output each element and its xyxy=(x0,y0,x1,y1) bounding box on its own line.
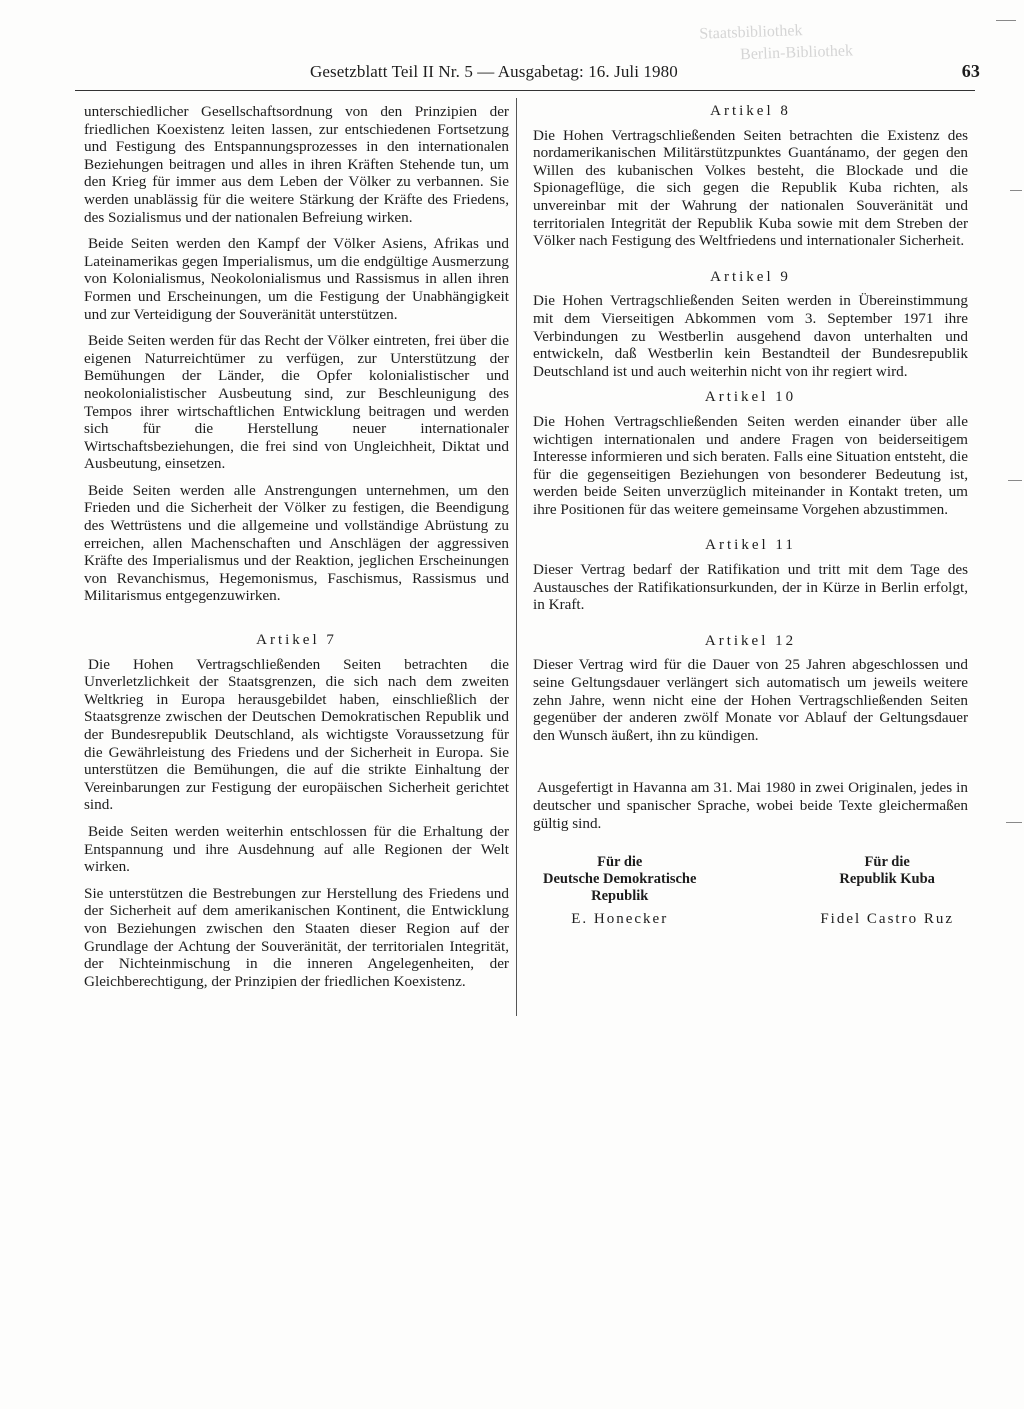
stamp-line-1: Staatsbibliothek xyxy=(699,22,803,43)
running-title: Gesetzblatt Teil II Nr. 5 — Ausgabetag: 16. Juli 1980 xyxy=(310,62,678,81)
spacer xyxy=(533,259,968,269)
signature-ddr xyxy=(543,854,696,928)
signature-line: Für die xyxy=(597,854,643,871)
scan-mark xyxy=(996,20,1016,21)
spacer xyxy=(820,888,954,905)
page-number: 63 xyxy=(961,61,980,81)
paragraph: Die Hohen Vertragschließenden Seiten betrachten die Existenz des nordamerikanischen Militärstützpunktes Guantánamo, der gegen den Willen des kubanischen Volkes besteht, die Blockade und die Spionageflüge, die sich gegen die Republik Kuba richten, als unvereinbar mit der Wahrung der nationalen Souveränität und territorialen Integrität der Republik Kuba sowie mit dem Streben der Völker nach Festigung des Weltfriedens und internationaler Sicherheit. xyxy=(533,126,968,250)
signature-line: Deutsche Demokratische xyxy=(543,871,697,888)
article-9-heading: Artikel 9 xyxy=(710,268,791,285)
paragraph: Beide Seiten werden alle Anstrengungen unternehmen, um den Frieden und die Sicherheit der Völker zu festigen, die Beendigung des Wettrüstens und die allgemeine und vollständige Abrüstung zu erreichen, allen Machenschaften und Anschlägen der aggressiven Kräfte des Imperialismus und der Reaktion, jeglichen Erscheinungen von Revanchismus, Hegemonismus, Faschismus, Rassismus und Militarismus entgegenzuwirken. xyxy=(84,481,509,605)
column-divider xyxy=(516,98,517,1016)
paragraph: Die Hohen Vertragschließenden Seiten werden in Übereinstimmung mit dem Vierseitigen Abkommen vom 3. September 1971 ihre Verbindungen zu Westberlin ausgehend davon unterhalten und entwickeln, daß Westberlin kein Bestandteil der Bundesrepublik Deutschland ist und auch weiterhin nicht von ihr regiert wird. xyxy=(533,292,968,380)
article-10-heading: Artikel 10 xyxy=(704,389,797,406)
signatory-name: E. Honecker xyxy=(571,911,669,928)
signature-line: Für die xyxy=(864,854,910,871)
header-rule xyxy=(75,90,975,91)
article-7-heading: Artikel 7 xyxy=(256,632,337,649)
paragraph: unterschiedlicher Gesellschaftsordnung von den Prinzipien der friedlichen Koexistenz leiten lassen, zur entschiedenen Fortsetzung und Festigung des Entspannungsprozesses in den internationalen Beziehungen beitragen und alles in ihren Kräften Stehende tun, um den Krieg für immer aus dem Leben der Völker zu verbannen. Sie werden unablässig für die weitere Stärkung der Kräfte des Friedens, des Sozialismus und der nationalen Befreiung wirken. xyxy=(84,103,509,226)
article-12-heading: Artikel 12 xyxy=(704,632,797,649)
paragraph: Die Hohen Vertragschließenden Seiten betrachten die Unverletzlichkeit der Staatsgrenzen, die sich nach dem zweiten Weltkrieg in Europa herausgebildet haben, einschließlich der Staatsgrenze zwischen der Deutschen Demokratischen Republik und der Bundesrepublik Deutschland, als wichtigste Voraussetzung für die Gewährleistung des Friedens und der Sicherheit in Europa. Sie unterstützen die Bemühungen, die auf die strikte Einhaltung der Vereinbarungen zur Festigung der europäischen Sicherheit gerichtet sind. xyxy=(84,655,509,814)
signature-line: Republik Kuba xyxy=(839,871,935,888)
spacer xyxy=(533,753,968,779)
stamp-line-2: Berlin-Bibliothek xyxy=(739,42,854,64)
signature-block xyxy=(533,854,968,928)
scan-mark xyxy=(1010,190,1022,191)
spacer xyxy=(533,623,968,633)
page-header xyxy=(310,62,980,86)
paragraph: Beide Seiten werden den Kampf der Völker Asiens, Afrikas und Lateinamerikas gegen Imperialismus, um die endgültige Ausmerzung von Kolonialismus, Neokolonialismus und Rassismus in allen ihren Formen und Erscheinungen, um die Festigung der Unabhängigkeit und zur Verteidigung der Souveränität unterstützen. xyxy=(84,235,509,323)
closing-paragraph: Ausgefertigt in Havanna am 31. Mai 1980 in zwei Originalen, jedes in deutscher und spanischer Sprache, wobei beide Texte gleichermaßen gültig sind. xyxy=(533,779,968,832)
paragraph: Sie unterstützen die Bestrebungen zur Herstellung des Friedens und der Sicherheit auf dem amerikanischen Kontinent, die Entwicklung von Beziehungen zwischen den Staaten dieser Region auf der Grundlage der Achtung der Souveränität, der territorialen Integrität, der Nichteinmischung in die inneren Angelegenheiten, der Gleichberechtigung, der Prinzipien der friedlichen Koexistenz. xyxy=(84,884,509,990)
signatory-name: Fidel Castro Ruz xyxy=(820,911,954,928)
spacer xyxy=(533,527,968,537)
scan-mark xyxy=(1006,822,1022,823)
paragraph: Beide Seiten werden für das Recht der Völker eintreten, frei über die eigenen Naturreichtümer zu verfügen, zur Unterstützung der Bemühungen der Länder, die Opfer kolonialistischer und neokolonialistischer Ausbeutung sind, zur Beschleunigung des Tempos ihrer wirtschaftlichen Entwicklung beitragen und werden sich für die Herstellung neuer internationaler Wirtschaftsbeziehungen, die frei sind von Ungleichheit, Diktat und Ausbeutung, einsetzen. xyxy=(84,332,509,473)
paragraph: Dieser Vertrag wird für die Dauer von 25 Jahren abgeschlossen und seine Geltungsdauer verlängert sich automatisch um jeweils weitere zehn Jahre, wenn nicht eine der Hohen Vertragschließenden Seiten gegenüber der anderen zwölf Monate vor Ablauf der Geltungsdauer den Wunsch äußert, ihn zu kündigen. xyxy=(533,656,968,744)
signature-kuba xyxy=(820,854,954,928)
paragraph: Dieser Vertrag bedarf der Ratifikation und tritt mit dem Tage des Austausches der Ratifikationsurkunden, der in Kürze in Berlin erfolgt, in Kraft. xyxy=(533,561,968,614)
scan-mark xyxy=(1008,480,1022,481)
article-8-heading: Artikel 8 xyxy=(710,103,791,119)
left-column xyxy=(84,103,509,999)
paragraph: Die Hohen Vertragschließenden Seiten werden einander über alle wichtigen internationalen und andere Fragen von beiderseitigem Interesse informieren und sich beraten. Falls eine Situation entsteht, die für die gegenseitigen Beziehungen von besonderer Bedeutung ist, werden beide Seiten unverzüglich miteinander in Kontakt treten, um ihre Positionen für das weitere gemeinsame Vorgehen abzustimmen. xyxy=(533,412,968,518)
right-column xyxy=(533,103,968,928)
signature-line: Republik xyxy=(591,888,649,905)
paragraph: Beide Seiten werden weiterhin entschlossen für die Erhaltung der Entspannung und ihre Ausdehnung auf alle Regionen der Welt wirken. xyxy=(84,822,509,876)
article-11-heading: Artikel 11 xyxy=(705,537,796,554)
spacer xyxy=(84,614,509,632)
